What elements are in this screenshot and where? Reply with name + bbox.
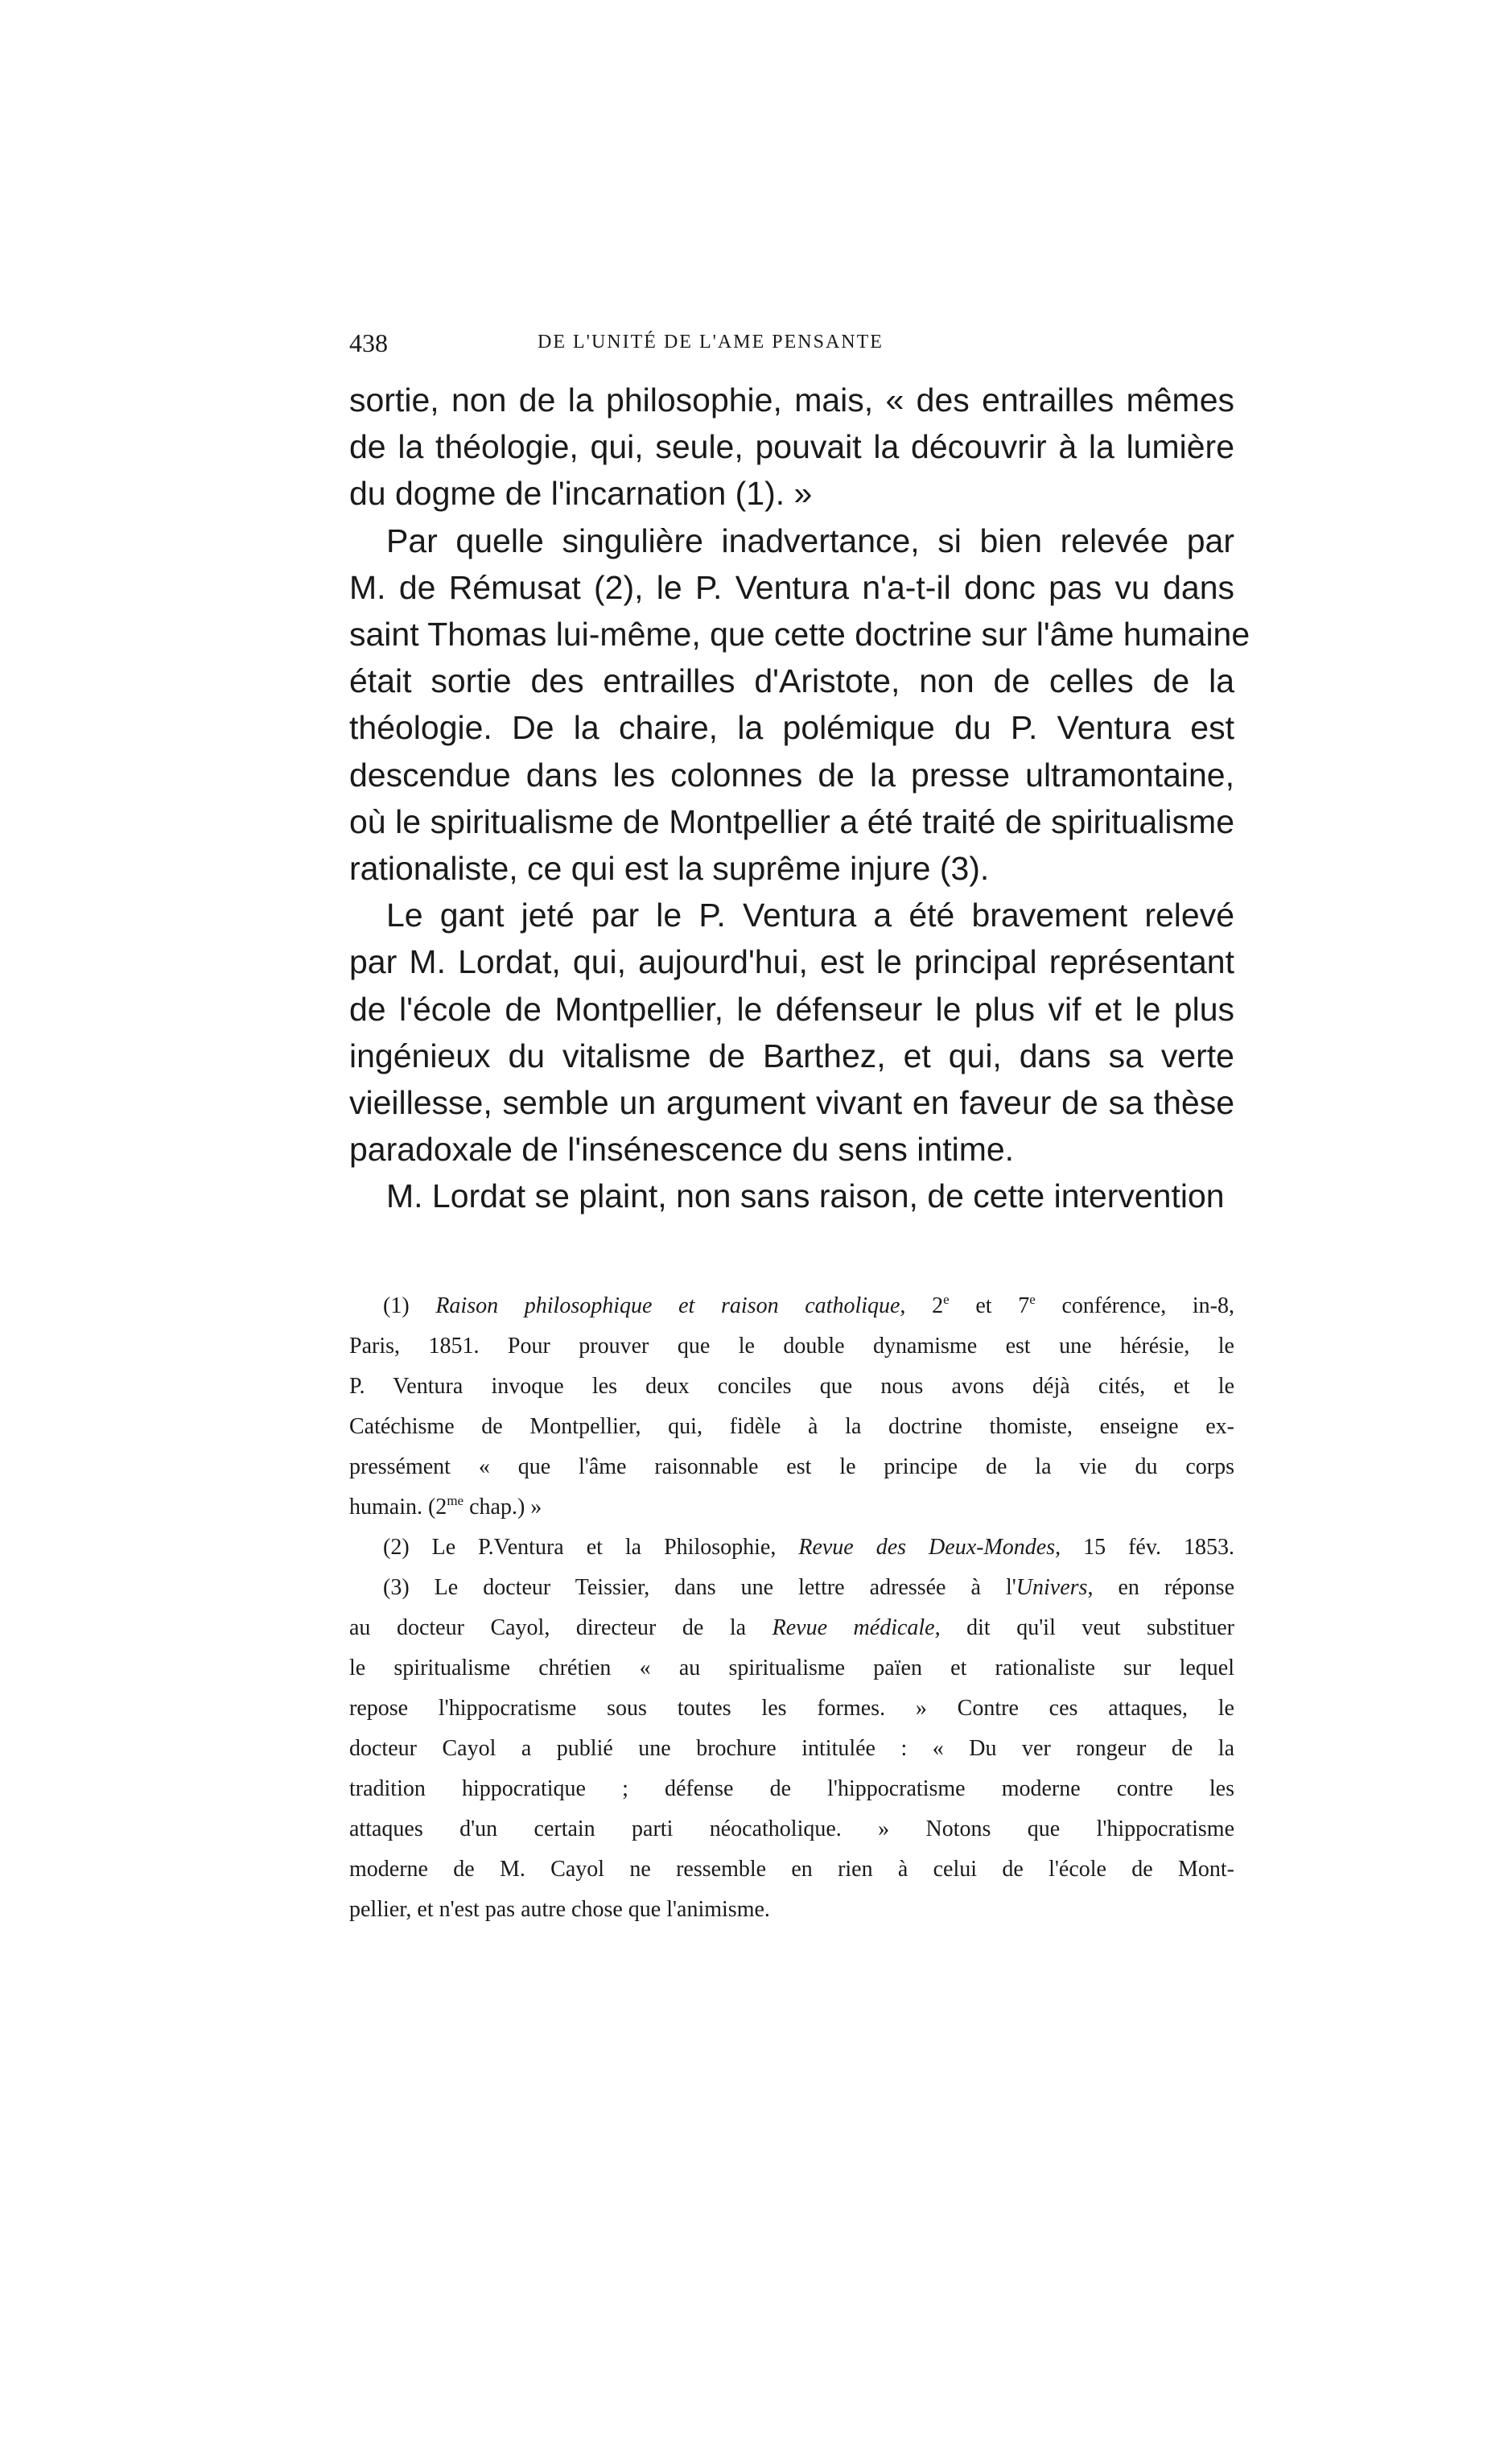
footnote-3-line: docteur Cayol a publié une brochure intitulée : « Du ver rongeur de la <box>349 1736 1234 1761</box>
footnotes <box>349 1286 1234 1930</box>
footnote-3-line: tradition hippocratique ; défense de l'hippocratisme moderne contre les <box>349 1776 1234 1801</box>
text-line: Le gant jeté par le P. Ventura a été bravement relevé <box>386 897 1234 934</box>
footnote-1-line: (1) Raison philosophique et raison catholique, 2e et 7e conférence, in-8, <box>383 1292 1234 1318</box>
footnote-3-line: attaques d'un certain parti néocatholique. » Notons que l'hippocratisme <box>349 1816 1234 1841</box>
footnote-mark: (1) <box>383 1293 410 1318</box>
text-line: de l'école de Montpellier, le défenseur le plus vif et le plus <box>349 990 1234 1028</box>
cited-title: Raison philosophique et raison catholique, <box>435 1293 906 1318</box>
text-line: descendue dans les colonnes de la presse ultramontaine, <box>349 756 1234 794</box>
running-title: DE L'UNITÉ DE L'AME PENSANTE <box>538 332 884 353</box>
text-line: vieillesse, semble un argument vivant en faveur de sa thèse <box>349 1084 1234 1122</box>
text-line: théologie. De la chaire, la polémique du P. Ventura est <box>349 709 1234 747</box>
text-line: paradoxale de l'insénescence du sens intime. <box>349 1131 1015 1169</box>
footnote-1-line: humain. ($2^{me}$ chap.) » <box>349 1493 542 1520</box>
text-line: du dogme de l'incarnation (1). » <box>349 475 813 513</box>
text-line: rationaliste, ce qui est la suprême injure (3). <box>349 850 990 888</box>
footnote-1-line: P. Ventura invoque les deux conciles que nous avons déjà cités, et le <box>349 1374 1234 1399</box>
text-line: saint Thomas lui-même, que cette doctrine sur l'âme humaine <box>349 616 1250 654</box>
page-header <box>349 328 1234 361</box>
text-line: sortie, non de la philosophie, mais, « des entrailles mêmes <box>349 381 1234 419</box>
text-line: où le spiritualisme de Montpellier a été traité de spiritualisme <box>349 802 1234 840</box>
footnote-1-line: pressément « que l'âme raisonnable est le principe de la vie du corps <box>349 1454 1234 1479</box>
footnote-3-line: moderne de M. Cayol ne ressemble en rien à celui de l'école de Mont- <box>349 1857 1234 1882</box>
text-line: M. de Rémusat (2), le P. Ventura n'a-t-il donc pas vu dans <box>349 568 1234 606</box>
page-number: 438 <box>349 328 388 357</box>
text-line: M. Lordat se plaint, non sans raison, de cette intervention <box>386 1177 1225 1215</box>
footnote-1-line: Catéchisme de Montpellier, qui, fidèle à la doctrine thomiste, enseigne ex- <box>349 1414 1234 1439</box>
footnote-1-line: Paris, 1851. Pour prouver que le double dynamisme est une hérésie, le <box>349 1334 1234 1359</box>
footnote-3-line: au docteur Cayol, directeur de la Revue médicale, dit qu'il veut substituer <box>349 1615 1235 1640</box>
cited-journal: Univers <box>1016 1575 1088 1600</box>
main-text <box>349 377 1250 1220</box>
cited-journal: Revue des Deux-Mondes, <box>798 1535 1061 1560</box>
text-line: Par quelle singulière inadvertance, si bien relevée par <box>386 522 1234 559</box>
text-line: par M. Lordat, qui, aujourd'hui, est le principal représentant <box>349 943 1234 981</box>
text-line: de la théologie, qui, seule, pouvait la découvrir à la lumière <box>349 428 1234 466</box>
text-line: était sortie des entrailles d'Aristote, non de celles de la <box>349 662 1234 700</box>
footnote-3-line: repose l'hippocratisme sous toutes les formes. » Contre ces attaques, le <box>349 1696 1234 1721</box>
text-line: ingénieux du vitalisme de Barthez, et qui, dans sa verte <box>349 1037 1234 1074</box>
footnote-3-line: (3) Le docteur Teissier, dans une lettre adressée à l'Univers, en réponse <box>383 1575 1234 1600</box>
cited-journal: Revue médicale, <box>772 1615 941 1640</box>
footnote-2-line: (2) Le P.Ventura et la Philosophie, Revue des Deux-Mondes, 15 fév. 1853. <box>383 1535 1235 1560</box>
footnote-3-line: pellier, et n'est pas autre chose que l'animisme. <box>349 1897 770 1922</box>
footnote-3-line: le spiritualisme chrétien « au spiritualisme païen et rationaliste sur lequel <box>349 1656 1234 1680</box>
